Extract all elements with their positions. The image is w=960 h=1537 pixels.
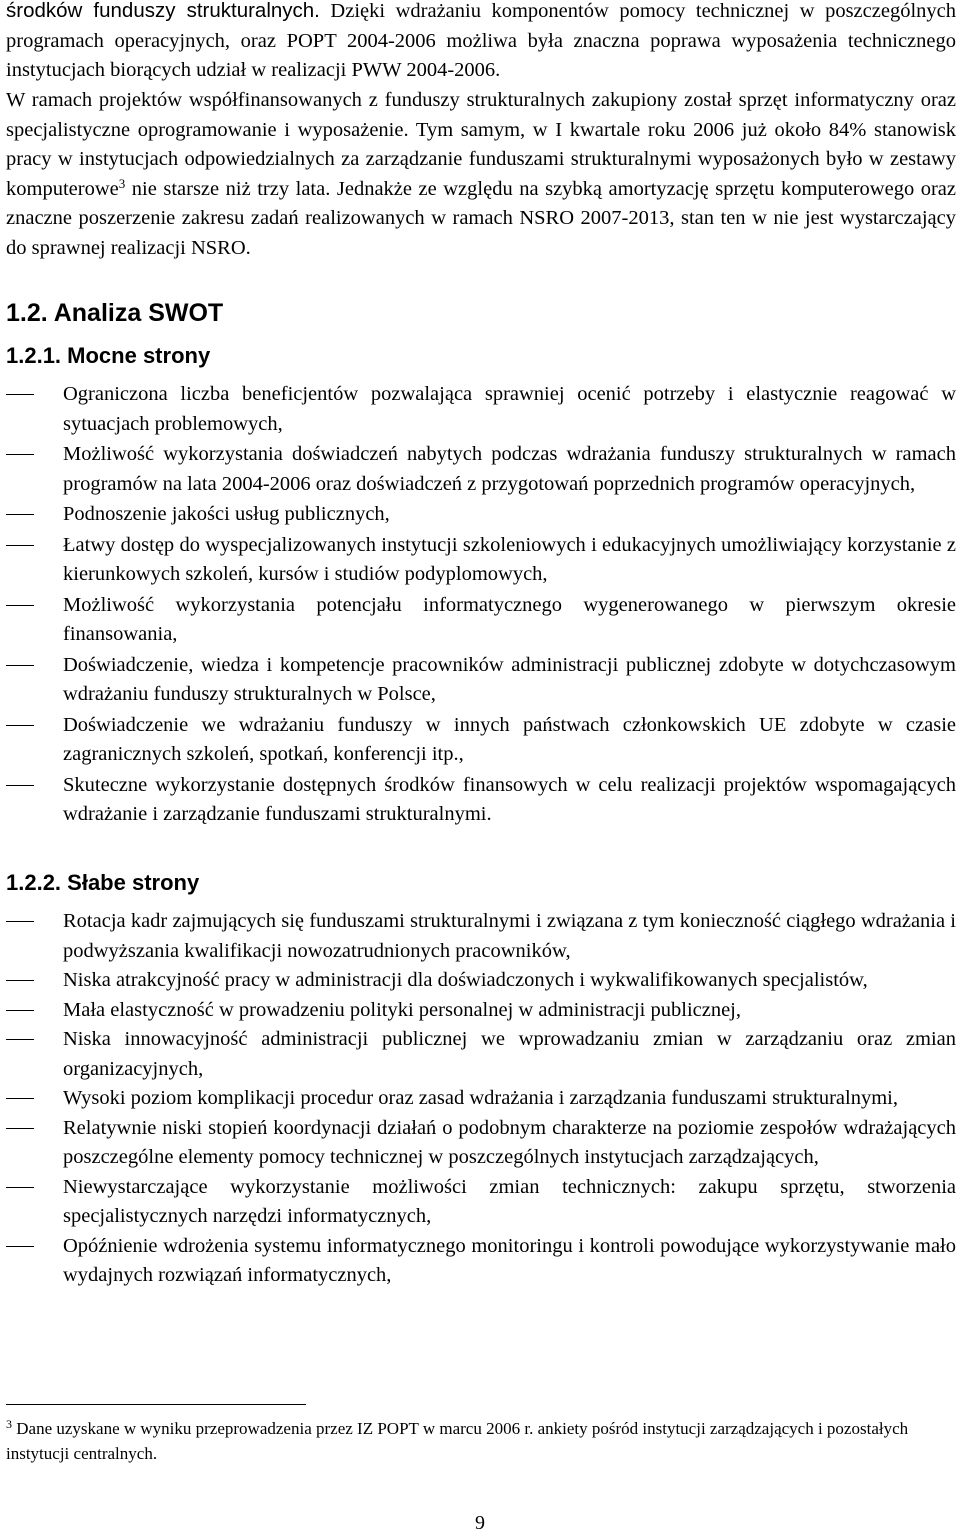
list-item-text: Relatywnie niski stopień koordynacji działań o podobnym charakterze na poziomie zespołów wdrażających poszczególne elementy pomocy technicznej w poszczególnych instytucjach zarządzających, xyxy=(63,1116,956,1168)
list-item xyxy=(0,1114,960,1173)
list-item xyxy=(0,771,960,830)
list-item xyxy=(0,591,960,650)
list-item-text: Podnoszenie jakości usług publicznych, xyxy=(63,503,390,525)
list-item-text: Niewystarczające wykorzystanie możliwości zmian technicznych: zakupu sprzętu, stworzenia specjalistycznych narzędzi informatycznych, xyxy=(63,1175,956,1227)
weaknesses-list xyxy=(0,907,960,1291)
subsection-title-strengths: 1.2.1. Mocne strony xyxy=(6,343,211,368)
intro-paragraph-2 xyxy=(6,86,956,263)
footnote-text: Dane uzyskane w wyniku przeprowadzenia przez IZ POPT w marcu 2006 r. ankiety pośród instytucji zarządzających i pozostałych instytucji centralnych. xyxy=(6,1419,909,1463)
list-item-text: Skuteczne wykorzystanie dostępnych środków finansowych w celu realizacji projektów wspomagających wdrażanie i zarządzanie funduszami strukturalnymi. xyxy=(63,773,956,825)
list-item xyxy=(0,1084,960,1114)
dash-bullet-icon xyxy=(6,1246,34,1247)
section-title-swot: 1.2. Analiza SWOT xyxy=(6,299,224,327)
intro-paragraph xyxy=(6,0,956,86)
list-item-text: Możliwość wykorzystania potencjału informatycznego wygenerowanego w pierwszym okresie finansowania, xyxy=(63,593,956,645)
list-item xyxy=(0,1025,960,1084)
dash-bullet-icon xyxy=(6,921,34,922)
list-item xyxy=(0,440,960,499)
dash-bullet-icon xyxy=(6,785,34,786)
footnote-number: 3 xyxy=(6,1417,12,1431)
dash-bullet-icon xyxy=(6,394,34,395)
list-item-text: Wysoki poziom komplikacji procedur oraz zasad wdrażania i zarządzania funduszami strukturalnymi, xyxy=(63,1087,898,1109)
dash-bullet-icon xyxy=(6,454,34,455)
subsection-title-weaknesses: 1.2.2. Słabe strony xyxy=(6,870,200,895)
list-item-text: Niska atrakcyjność pracy w administracji dla doświadczonych i wykwalifikowanych specjalistów, xyxy=(63,969,868,991)
dash-bullet-icon xyxy=(6,545,34,546)
dash-bullet-icon xyxy=(6,980,34,981)
dash-bullet-icon xyxy=(6,605,34,606)
list-item-text: Doświadczenie, wiedza i kompetencje pracowników administracji publicznej zdobyte w dotychczasowym wdrażaniu funduszy strukturalnych w Polsce, xyxy=(63,653,956,705)
list-item-text: Doświadczenie we wdrażaniu funduszy w innych państwach członkowskich UE zdobyte w czasie zagranicznych szkoleń, spotkań, konferencji itp., xyxy=(63,713,956,765)
list-item-text: Ograniczona liczba beneficjentów pozwalająca sprawniej ocenić potrzeby i elastycznie reagować w sytuacjach problemowych, xyxy=(63,383,956,435)
dash-bullet-icon xyxy=(6,514,34,515)
intro-sentence-1: Dzięki wdrażaniu komponentów pomocy technicznej w poszczególnych programach operacyjnych, oraz POPT 2004-2006 możliwa była znaczna poprawa wyposażenia technicznego instytucjach biorących udział w realizacji PWW 2004-2006. xyxy=(6,0,956,81)
list-item xyxy=(0,966,960,996)
dash-bullet-icon xyxy=(6,1098,34,1099)
dash-bullet-icon xyxy=(6,1187,34,1188)
list-item xyxy=(0,1232,960,1291)
dash-bullet-icon xyxy=(6,1128,34,1129)
list-item-text: Łatwy dostęp do wyspecjalizowanych instytucji szkoleniowych i edukacyjnych umożliwiający korzystanie z kierunkowych szkoleń, kursów i studiów podyplomowych, xyxy=(63,533,956,585)
list-item-text: Opóźnienie wdrożenia systemu informatycznego monitoringu i kontroli powodujące wykorzystywanie mało wydajnych rozwiązań informatycznych, xyxy=(63,1234,956,1286)
intro-lead-text: środków funduszy strukturalnych. xyxy=(6,0,320,22)
dash-bullet-icon xyxy=(6,725,34,726)
dash-bullet-icon xyxy=(6,1039,34,1040)
list-item xyxy=(0,996,960,1026)
strengths-list xyxy=(0,380,960,831)
list-item-text: Rotacja kadr zajmujących się funduszami strukturalnymi i związana z tym konieczność ciągłego wdrażania i podwyższania kwalifikacji nowozatrudnionych pracowników, xyxy=(63,910,956,962)
intro-sentence-2: W ramach projektów współfinansowanych z funduszy strukturalnych zakupiony został sprzęt informatyczny oraz specjalistyczne oprogramowanie i wyposażenie. xyxy=(6,89,956,141)
list-item xyxy=(0,651,960,710)
intro-sentence-3b: nie starsze niż trzy lata. Jednakże ze względu na szybką amortyzację sprzętu komputerowego oraz znaczne poszerzenie zakresu zadań realizowanych w ramach NSRO 2007-2013, stan ten w nie jest wystarczający do sprawnej realizacji NSRO. xyxy=(6,177,956,259)
intro-sentence-3a: Tym samym, w I kwartale roku 2006 już około 84% stanowisk pracy w instytucjach odpowiedzialnych za zarządzanie funduszami strukturalnymi wyposażonych było w zestawy komputerowe xyxy=(6,118,956,200)
list-item xyxy=(0,907,960,966)
list-item xyxy=(0,500,960,530)
list-item-text: Możliwość wykorzystania doświadczeń nabytych podczas wdrażania funduszy strukturalnych w ramach programów na lata 2004-2006 oraz doświadczeń z przygotowań poprzednich programów operacyjnych, xyxy=(63,443,956,495)
footnote-reference[interactable]: 3 xyxy=(118,175,126,191)
list-item-text: Mała elastyczność w prowadzeniu polityki personalnej w administracji publicznej, xyxy=(63,998,742,1021)
list-item xyxy=(0,711,960,770)
list-item-text: Niska innowacyjność administracji publicznej we wprowadzaniu zmian w zarządzaniu oraz zmian organizacyjnych, xyxy=(63,1028,956,1080)
footnote-divider xyxy=(6,1404,306,1405)
list-item xyxy=(0,531,960,590)
list-item xyxy=(0,380,960,439)
page-number: 9 xyxy=(475,1512,485,1534)
dash-bullet-icon xyxy=(6,1010,34,1011)
footnote xyxy=(6,1416,946,1466)
list-item xyxy=(0,1173,960,1232)
dash-bullet-icon xyxy=(6,665,34,666)
